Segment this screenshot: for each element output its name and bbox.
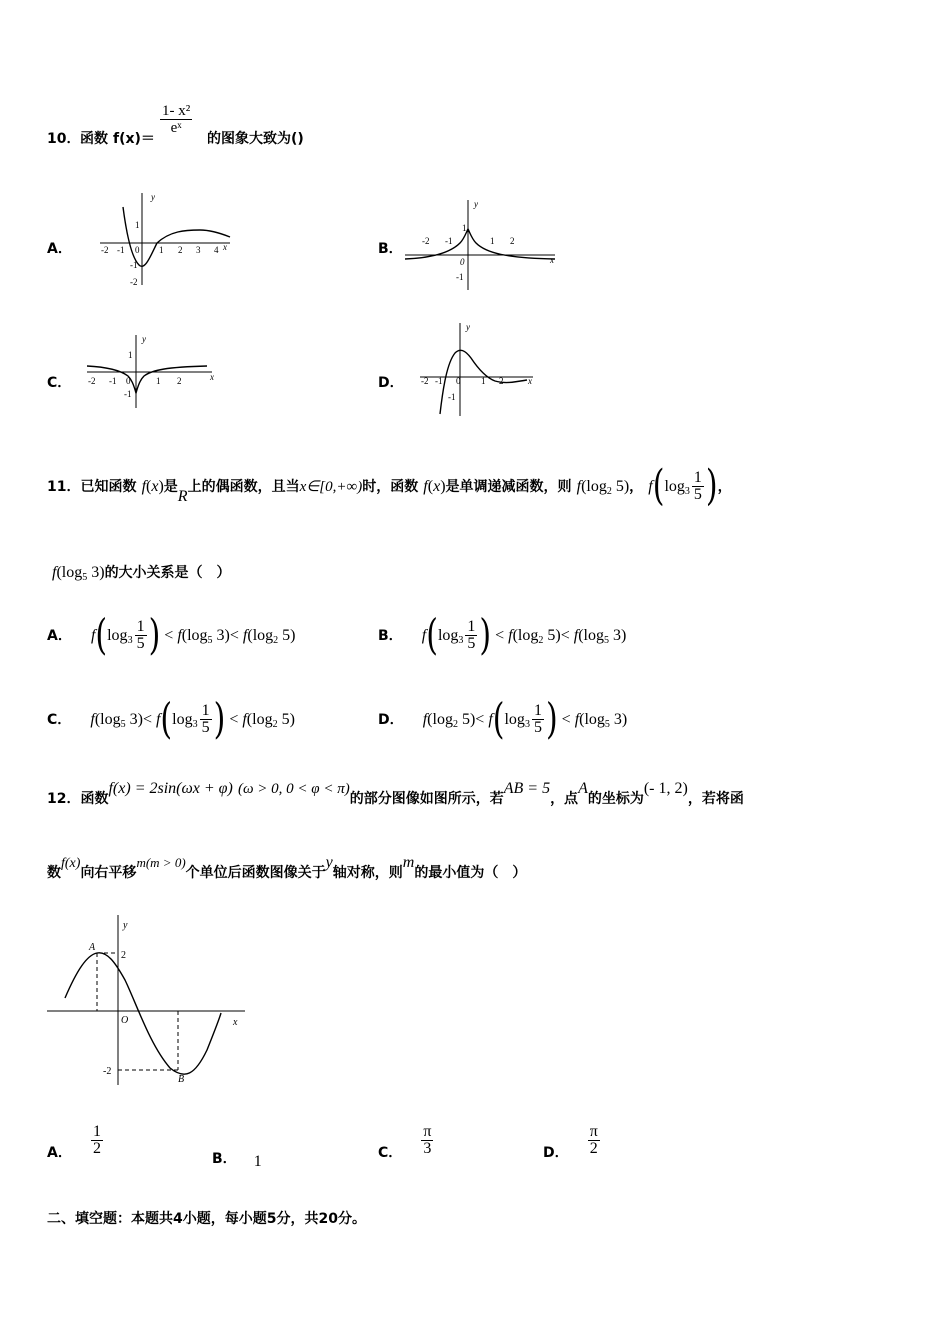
q12-formula: f(x) = 2sin(ωx + φ)	[108, 780, 233, 797]
graph-a-x-label: x	[223, 242, 227, 252]
graph-a-xtick: 2	[178, 245, 183, 255]
q12-coord: (- 1, 2)	[643, 780, 688, 797]
graph-c-xtick: 2	[177, 376, 182, 386]
graph-a-curve	[123, 207, 230, 266]
q11-option-c[interactable]: C． $f(\log_5$ $3)< f(\log_3$ $\frac{1}{5}$ ) < $f(\log_2$ 5)	[47, 695, 295, 744]
graph-b-ytick: 1	[462, 223, 467, 233]
graph-d-xtick: -2	[421, 376, 429, 386]
q10-stem-suffix: 的图象大致为()	[207, 131, 304, 147]
q12-graph	[45, 910, 255, 1090]
graph-a-xtick: -1	[117, 245, 125, 255]
q11-stem-line2: $f(\log_5$ 3)的大小关系是（ ）	[52, 564, 231, 583]
q10-denominator: eˣ	[170, 120, 182, 136]
graph-a-xtick: 3	[196, 245, 201, 255]
q12-point-b-label: B	[178, 1074, 185, 1085]
q10-fraction	[158, 103, 194, 136]
graph-a-xtick: -2	[101, 245, 109, 255]
q12-stem-line1: 12．函数f(x) = 2sin(ωx + φ) (ω > 0, 0 < φ < π)的部分图像如图所示，若AB = 5，点A的坐标为(- 1, 2)，若将函	[47, 780, 744, 807]
graph-c-y-label: y	[142, 334, 146, 344]
q11-number: 11．	[47, 479, 81, 495]
q12-number: 12．	[47, 791, 81, 807]
graph-b-ytick: -1	[456, 272, 464, 282]
graph-d-xtick: 0	[456, 376, 461, 386]
graph-c-xtick: 0	[126, 376, 131, 386]
graph-a-ytick: -1	[130, 260, 138, 270]
graph-c-x-label: x	[210, 372, 214, 382]
q10-graph-d	[415, 318, 540, 418]
q12-curve	[65, 953, 221, 1074]
q11-option-b[interactable]: B． $f(\log_3$ $\frac{1}{5}$ ) < $f(\log_2$ $5)< f(\log_5$ 3)	[378, 611, 627, 660]
q11-option-a[interactable]: A． $f(\log_3$ $\frac{1}{5}$ ) < $f(\log_5$ $3)< f(\log_2$ 5)	[47, 611, 296, 660]
graph-c-ytick: -1	[124, 389, 132, 399]
graph-d-xtick: 1	[481, 376, 486, 386]
q11-option-d[interactable]: D． $f(\log_2$ $5)< f(\log_3$ $\frac{1}{5}$ ) < $f(\log_5$ 3)	[378, 695, 628, 744]
q10-graph-b	[400, 195, 565, 295]
graph-a-ytick: 1	[135, 220, 140, 230]
q12-option-c[interactable]: C． $\frac{\pi}{3}$	[378, 1123, 432, 1161]
q12-y-label: y	[123, 920, 128, 931]
graph-c-ytick: 1	[128, 350, 133, 360]
q12-condition: (ω > 0, 0 < φ < π)	[237, 781, 350, 797]
q10-numerator: 1- x²	[162, 103, 191, 119]
graph-b-x-label: x	[550, 255, 554, 265]
graph-c-curve	[87, 366, 207, 393]
q11-fx: f	[141, 478, 147, 495]
graph-b-xtick: -2	[422, 236, 430, 246]
graph-d-xtick: 2	[499, 376, 504, 386]
q12-point-a-label: A	[89, 942, 96, 953]
q10-number: 10．	[47, 131, 81, 147]
q10-option-b-label: B．	[378, 241, 403, 257]
graph-a-xtick: 0	[135, 245, 140, 255]
graph-a-xtick: 4	[214, 245, 219, 255]
q10-graph-a	[95, 185, 240, 290]
q10-option-c-label: C．	[47, 375, 72, 391]
q12-option-a[interactable]: A． $\frac{1}{2}$	[47, 1123, 101, 1161]
q12-origin-label: O	[121, 1015, 129, 1026]
graph-d-ytick: -1	[448, 392, 456, 402]
q10-option-a-label: A．	[47, 241, 72, 257]
graph-d-xtick: -1	[435, 376, 443, 386]
q12-ytick-neg2: -2	[103, 1066, 112, 1077]
q12-stem-line2: 数f(x)向右平移$^{m(m > 0)}$个单位后函数图像关于y轴对称，则m的最小值为（ ）	[47, 854, 527, 881]
q12-option-d[interactable]: D． $\frac{\pi}{2}$	[543, 1123, 598, 1161]
q10-fx: f(x)＝	[113, 131, 155, 147]
graph-b-y-label: y	[474, 199, 478, 209]
graph-a-y-label: y	[151, 192, 155, 202]
graph-b-ytick: 0	[460, 257, 465, 267]
q11-stem-line1: 11．已知函数 f(x)是R上的偶函数，且当x∈[0,+∞)时，函数 f(x)是单调递减函数，则 $f(\log_2$ 5)， $f(\log_3$ $\frac{1}{5}$ )，	[47, 461, 732, 511]
graph-d-y-label: y	[466, 322, 470, 332]
graph-c-xtick: -1	[109, 376, 117, 386]
graph-b-xtick: -1	[445, 236, 453, 246]
q12-x-label: x	[233, 1017, 238, 1028]
graph-a-ytick: -2	[130, 277, 138, 287]
graph-b-xtick: 2	[510, 236, 515, 246]
q10-option-d-label: D．	[378, 375, 404, 391]
graph-b-xtick: 1	[490, 236, 495, 246]
section-2-header: 二、填空题：本题共4小题，每小题5分，共20分。	[47, 1211, 366, 1227]
graph-c-xtick: 1	[156, 376, 161, 386]
graph-d-x-label: x	[528, 376, 532, 386]
q12-option-b[interactable]: B． 1	[212, 1151, 262, 1170]
q12-ytick-2: 2	[121, 950, 126, 961]
q10-graph-c	[82, 330, 222, 410]
graph-a-xtick: 1	[159, 245, 164, 255]
q10-stem-prefix: 函数	[80, 131, 108, 147]
graph-c-xtick: -2	[88, 376, 96, 386]
